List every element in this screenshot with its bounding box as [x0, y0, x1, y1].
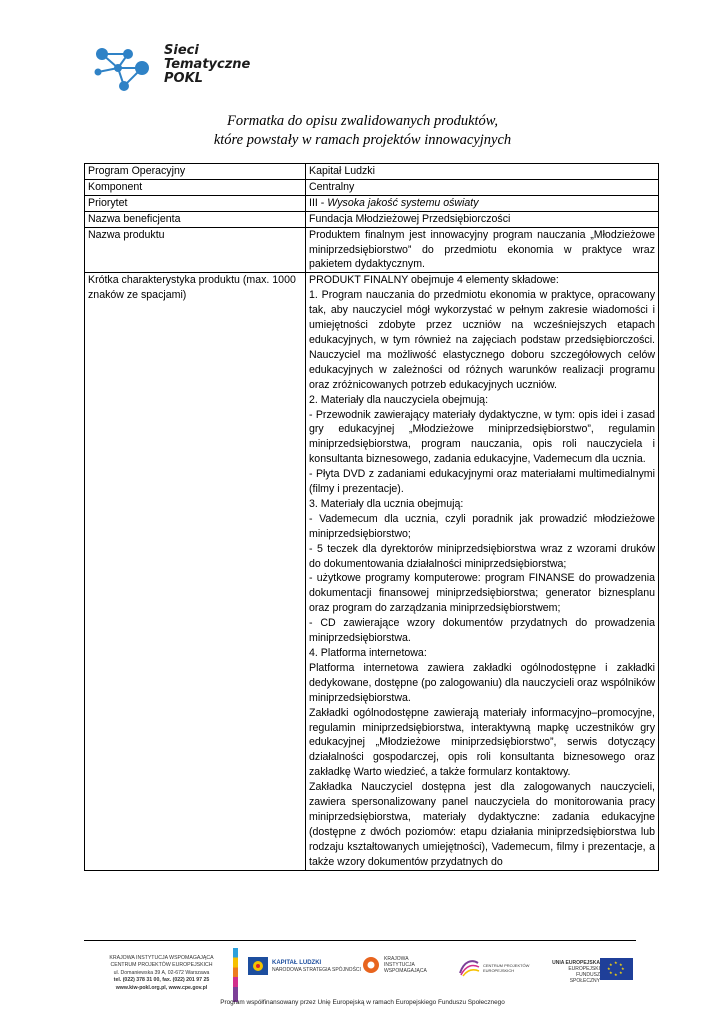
description-paragraph: 2. Materiały dla nauczyciela obejmują:: [309, 393, 489, 406]
description-paragraph: - Płyta DVD z zadaniami edukacyjnymi oraz materiałami multimedialnymi (filmy i prezentacje).: [309, 468, 655, 496]
description-paragraph: - użytkowe programy komputerowe: program FINANSE do prowadzenia dokumentacji finansowej miniprzedsiębiorstwa; generator biznesplanu oraz program do zarządzania miniprzedsiębiorstwem;: [309, 572, 655, 615]
logo-line-3: POKL: [164, 71, 203, 86]
description-paragraph: - 5 teczek dla dyrektorów miniprzedsiębiorstwa wraz z wzorami druków do dokumentowania działalności miniprzedsiębiorstwa;: [309, 542, 655, 570]
logo-line-1: Sieci: [164, 43, 199, 58]
row-value: Produktem finalnym jest innowacyjny program nauczania „Młodzieżowe miniprzedsiębiorstwo” do przedmiotu ekonomia w praktyce wraz pakietem dydaktycznym.: [306, 227, 659, 273]
table-row: [85, 211, 659, 227]
sieci-tematyczne-logo: [88, 40, 278, 100]
description-paragraph: 1. Program nauczania do przedmiotu ekonomia w praktyce, opracowany tak, aby nauczyciel mógł wykorzystać w pełnym zakresie wiadomości i umiejętności zdobyte przez uczniów na wcześniejszych etapach edukacyjnych, w tym również na zajęciach podstaw przedsiębiorczości. Nauczyciel ma możliwość elastycznego doboru szczegółowych celów edukacyjnych w zależności od różnych warunków realizacji programu oraz zróżnicowanych potrzeb edukacyjnych uczniów.: [309, 289, 655, 391]
product-form-table: [84, 163, 659, 871]
description-paragraph: - Vademecum dla ucznia, czyli poradnik jak prowadzić młodzieżowe miniprzedsiębiorstwo;: [309, 512, 655, 540]
row-label: Priorytet: [85, 195, 306, 211]
table-row: [85, 227, 659, 273]
priority-name: Wysoka jakość systemu oświaty: [327, 196, 479, 209]
institution-line: www.kiw-pokl.org.pl, www.cpe.gov.pl: [115, 984, 208, 991]
kiw-line: KRAJOWA: [384, 956, 409, 962]
institution-line: KRAJOWA INSTYTUCJA WSPOMAGAJĄCA: [109, 955, 214, 961]
title-line-1: Formatka do opisu zwalidowanych produktów,: [226, 113, 499, 129]
row-value: [306, 195, 659, 211]
institution-line: tel. (022) 378 31 00, fax. (022) 201 97 25: [113, 977, 210, 984]
kiw-line: INSTYTUCJA: [384, 962, 415, 968]
table-row: [85, 273, 659, 870]
cpe-swirl-icon: [458, 957, 480, 977]
description-paragraph: PRODUKT FINALNY obejmuje 4 elementy składowe:: [309, 274, 559, 287]
title-line-2: które powstały w ramach projektów innowacyjnych: [213, 132, 512, 148]
institution-line: ul. Domaniewska 39 A, 02-672 Warszawa: [113, 969, 210, 976]
description-paragraph: 4. Platforma internetowa:: [309, 647, 427, 659]
product-description: [306, 273, 659, 870]
row-value: Centralny: [306, 179, 659, 195]
institution-line: CENTRUM PROJEKTÓW EUROPEJSKICH: [110, 962, 213, 969]
network-nodes-icon: [88, 40, 168, 100]
row-label: Nazwa beneficjenta: [85, 211, 306, 227]
document-title: [0, 112, 725, 150]
ue-line: EUROPEJSKI: [568, 966, 600, 972]
kapital-ludzki-title: KAPITAŁ LUDZKI: [272, 960, 322, 966]
cofinancing-note: Program współfinansowany przez Unię Europejską w ramach Europejskiego Funduszu Społecznego: [220, 999, 505, 1006]
row-value: Kapitał Ludzki: [306, 164, 659, 180]
cpe-line: EUROPEJSKICH: [483, 968, 515, 973]
row-label: Komponent: [85, 179, 306, 195]
description-paragraph: Zakładki ogólnodostępne zawierają materiały informacyjno–promocyjne, regulamin miniprzedsiębiorstwa, interaktywną mapkę uczestników gry edukacyjnej „Młodzieżowe miniprzedsiębiorstwo”, serwis dotyczący działalności gospodarczej, opis roli konsultanta biznesowego oraz zakładkę Warto wiedzieć, a także formularz kontaktowy.: [309, 706, 655, 779]
footer-divider: [84, 940, 636, 941]
cpe-line: CENTRUM PROJEKTÓW: [483, 963, 530, 968]
description-paragraph: - Przewodnik zawierający materiały dydaktyczne, w tym: opis idei i zasad gry edukacyjnej „Młodzieżowe miniprzedsiębiorstwo”, regulamin miniprzedsiębiorstwa, program nauczania, opis roli nauczyciela i konsultanta biznesowego, zadania edukacyjne, Vademecum dla ucznia.: [309, 408, 655, 466]
kiw-icon: [362, 955, 380, 975]
ue-line: FUNDUSZ SPOŁECZNY: [569, 972, 600, 984]
kapital-ludzki-subtitle: NARODOWA STRATEGIA SPÓJNOŚCI: [272, 967, 361, 973]
table-row: [85, 195, 659, 211]
logo-text: [164, 44, 250, 86]
eu-flag-icon: ★ ★ ★ ★ ★ ★ ★ ★: [600, 958, 633, 980]
description-paragraph: Platforma internetowa zawiera zakładki ogólnodostępne i zakładki dedykowane, dostępne (po zalogowaniu) dla nauczycieli oraz wspólników miniprzedsiębiorstwa.: [309, 661, 655, 704]
color-separator: [233, 948, 238, 1002]
description-paragraph: - CD zawierające wzory dokumentów przydatnych do prowadzenia miniprzedsiębiorstwa.: [309, 617, 655, 645]
kiw-line: WSPOMAGAJĄCA: [384, 968, 427, 974]
priority-number: III -: [309, 196, 328, 209]
institution-address: [84, 955, 239, 992]
table-row: [85, 164, 659, 180]
row-label: Program Operacyjny: [85, 164, 306, 180]
ue-title: UNIA EUROPEJSKA: [552, 960, 600, 966]
row-label: Nazwa produktu: [85, 227, 306, 273]
description-paragraph: Zakładka Nauczyciel dostępna jest dla zalogowanych nauczycieli, zawiera spersonalizowany panel nauczyciela do monitorowania pracy miniprzedsiębiorstwa, materiały dydaktyczne: zadania edukacyjne (dostępne z dwóch poziomów: etapu działania miniprzedsiębiorstwa lub rodzaju kształtowanych umiejętności), Vademecum, filmy i prezentacje, a także wzory dokumentów przydatnych do: [309, 781, 655, 868]
ue-label: [548, 960, 600, 984]
row-label: Krótka charakterystyka produktu (max. 1000 znaków ze spacjami): [85, 273, 306, 870]
logo-line-2: Tematyczne: [164, 57, 251, 72]
kapital-ludzki-icon: [248, 957, 268, 975]
description-paragraph: 3. Materiały dla ucznia obejmują:: [309, 497, 464, 510]
table-row: [85, 179, 659, 195]
row-value: Fundacja Młodzieżowej Przedsiębiorczości: [306, 211, 659, 227]
